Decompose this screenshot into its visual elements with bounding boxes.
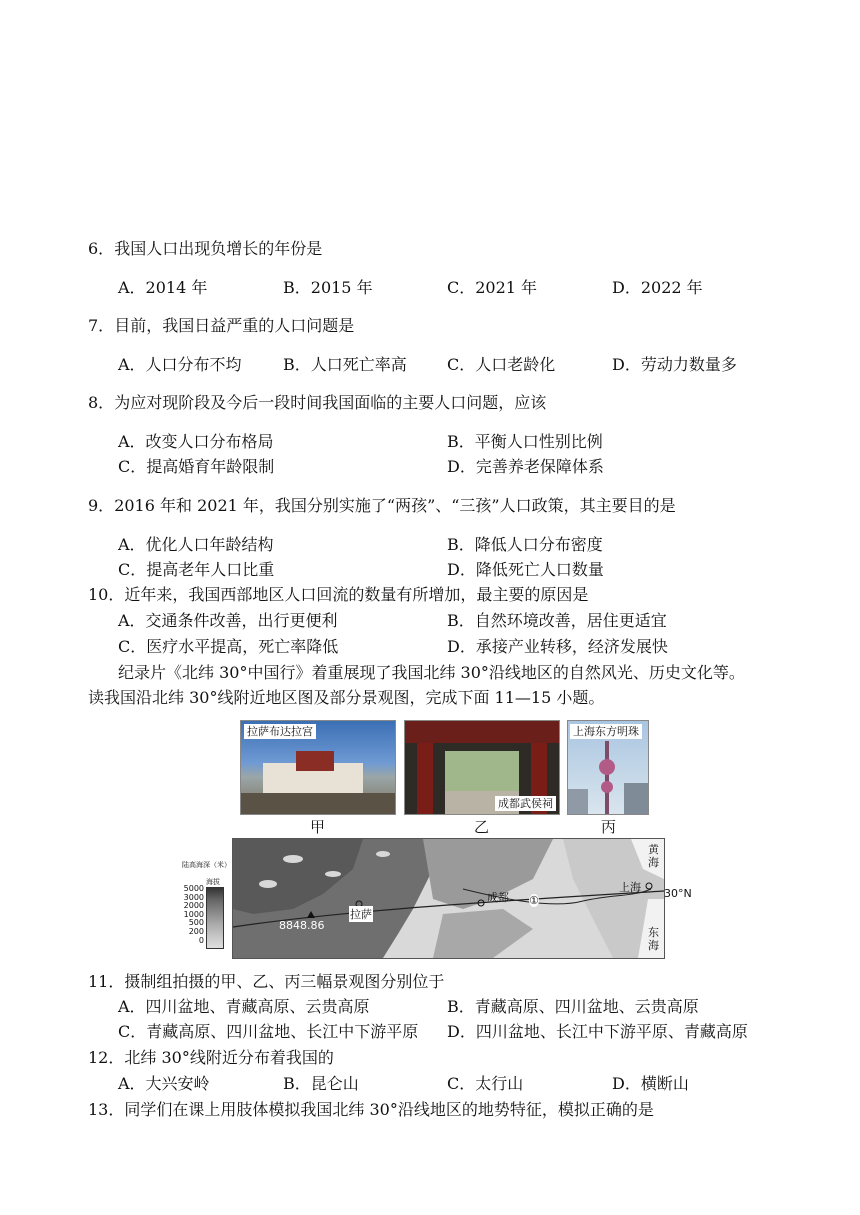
question-11: 11．摄制组拍摄的甲、乙、丙三幅景观图分别位于 — [88, 972, 445, 991]
photo-label-bing: 丙 — [601, 818, 617, 836]
option-8a: A．改变人口分布格局 — [118, 432, 274, 451]
option-6d: D．2022 年 — [612, 278, 703, 297]
latitude-label: 30°N — [664, 887, 692, 900]
legend-sub: 海拔 — [206, 878, 220, 886]
city-shanghai: 上海 — [619, 881, 641, 894]
option-6c: C．2021 年 — [447, 278, 538, 297]
option-7c: C．人口老龄化 — [447, 355, 556, 374]
option-11d: D．四川盆地、长江中下游平原、青藏高原 — [447, 1022, 748, 1041]
city-chengdu: 成都 — [487, 891, 509, 904]
option-11b: B．青藏高原、四川盆地、云贵高原 — [447, 997, 699, 1016]
option-10a: A．交通条件改善，出行更便利 — [118, 611, 338, 630]
photo-caption-wuhou: 成都武侯祠 — [495, 796, 556, 811]
photo-wuhou-shrine — [404, 720, 560, 815]
city-lhasa: 拉萨 — [350, 908, 372, 921]
option-8b: B．平衡人口性别比例 — [447, 432, 603, 451]
option-9c: C．提高老年人口比重 — [118, 560, 275, 579]
option-12b: B．昆仑山 — [283, 1074, 359, 1093]
sea-donghai: 东海 — [648, 926, 659, 952]
option-11c: C．青藏高原、四川盆地、长江中下游平原 — [118, 1022, 419, 1041]
option-10d: D．承接产业转移，经济发展快 — [447, 637, 668, 656]
legend-values: 5000 3000 2000 1000 500 200 0 — [183, 884, 204, 945]
option-8c: C．提高婚育年龄限制 — [118, 457, 275, 476]
photo-label-jia: 甲 — [310, 818, 326, 836]
question-12: 12．北纬 30°线附近分布着我国的 — [88, 1048, 334, 1067]
map-legend — [182, 861, 232, 951]
option-10c: C．医疗水平提高，死亡率降低 — [118, 637, 339, 656]
question-8: 8．为应对现阶段及今后一段时间我国面临的主要人口问题，应该 — [88, 393, 547, 412]
option-12c: C．太行山 — [447, 1074, 524, 1093]
option-11a: A．四川盆地、青藏高原、云贵高原 — [118, 997, 370, 1016]
photo-oriental-pearl — [567, 720, 649, 815]
photo-caption-pearl: 上海东方明珠 — [570, 724, 642, 739]
intro-line-2: 读我国沿北纬 30°线附近地区图及部分景观图，完成下面 11—15 小题。 — [88, 688, 605, 707]
legend-title: 陆高海深（米） — [182, 861, 231, 869]
option-9d: D．降低死亡人口数量 — [447, 560, 604, 579]
question-13: 13．同学们在课上用肢体模拟我国北纬 30°沿线地区的地势特征，模拟正确的是 — [88, 1100, 654, 1119]
option-9a: A．优化人口年龄结构 — [118, 535, 274, 554]
option-9b: B．降低人口分布密度 — [447, 535, 603, 554]
question-9: 9．2016 年和 2021 年，我国分别实施了“两孩”、“三孩”人口政策，其主要目的是 — [88, 496, 676, 515]
photo-label-yi: 乙 — [474, 818, 490, 836]
option-10b: B．自然环境改善，居住更适宜 — [447, 611, 667, 630]
photo-caption-potala: 拉萨布达拉宫 — [244, 724, 316, 739]
option-8d: D．完善养老保障体系 — [447, 457, 604, 476]
terrain-map — [233, 839, 664, 958]
legend-bar — [206, 887, 224, 949]
marker-1: ① — [529, 894, 539, 907]
peak-elevation: 8848.86 — [279, 919, 325, 932]
option-12d: D．横断山 — [612, 1074, 689, 1093]
intro-line-1: 纪录片《北纬 30°中国行》着重展现了我国北纬 30°沿线地区的自然风光、历史文化等。 — [118, 663, 745, 682]
option-6a: A．2014 年 — [118, 278, 208, 297]
option-7d: D．劳动力数量多 — [612, 355, 737, 374]
option-7b: B．人口死亡率高 — [283, 355, 407, 374]
option-12a: A．大兴安岭 — [118, 1074, 210, 1093]
sea-huanghai: 黄海 — [648, 843, 659, 869]
question-6: 6．我国人口出现负增长的年份是 — [88, 239, 323, 258]
question-10: 10．近年来，我国西部地区人口回流的数量有所增加，最主要的原因是 — [88, 585, 589, 604]
map-30n — [232, 838, 665, 959]
photo-potala-palace — [240, 720, 396, 815]
question-7: 7．目前，我国日益严重的人口问题是 — [88, 316, 355, 335]
option-6b: B．2015 年 — [283, 278, 373, 297]
option-7a: A．人口分布不均 — [118, 355, 242, 374]
